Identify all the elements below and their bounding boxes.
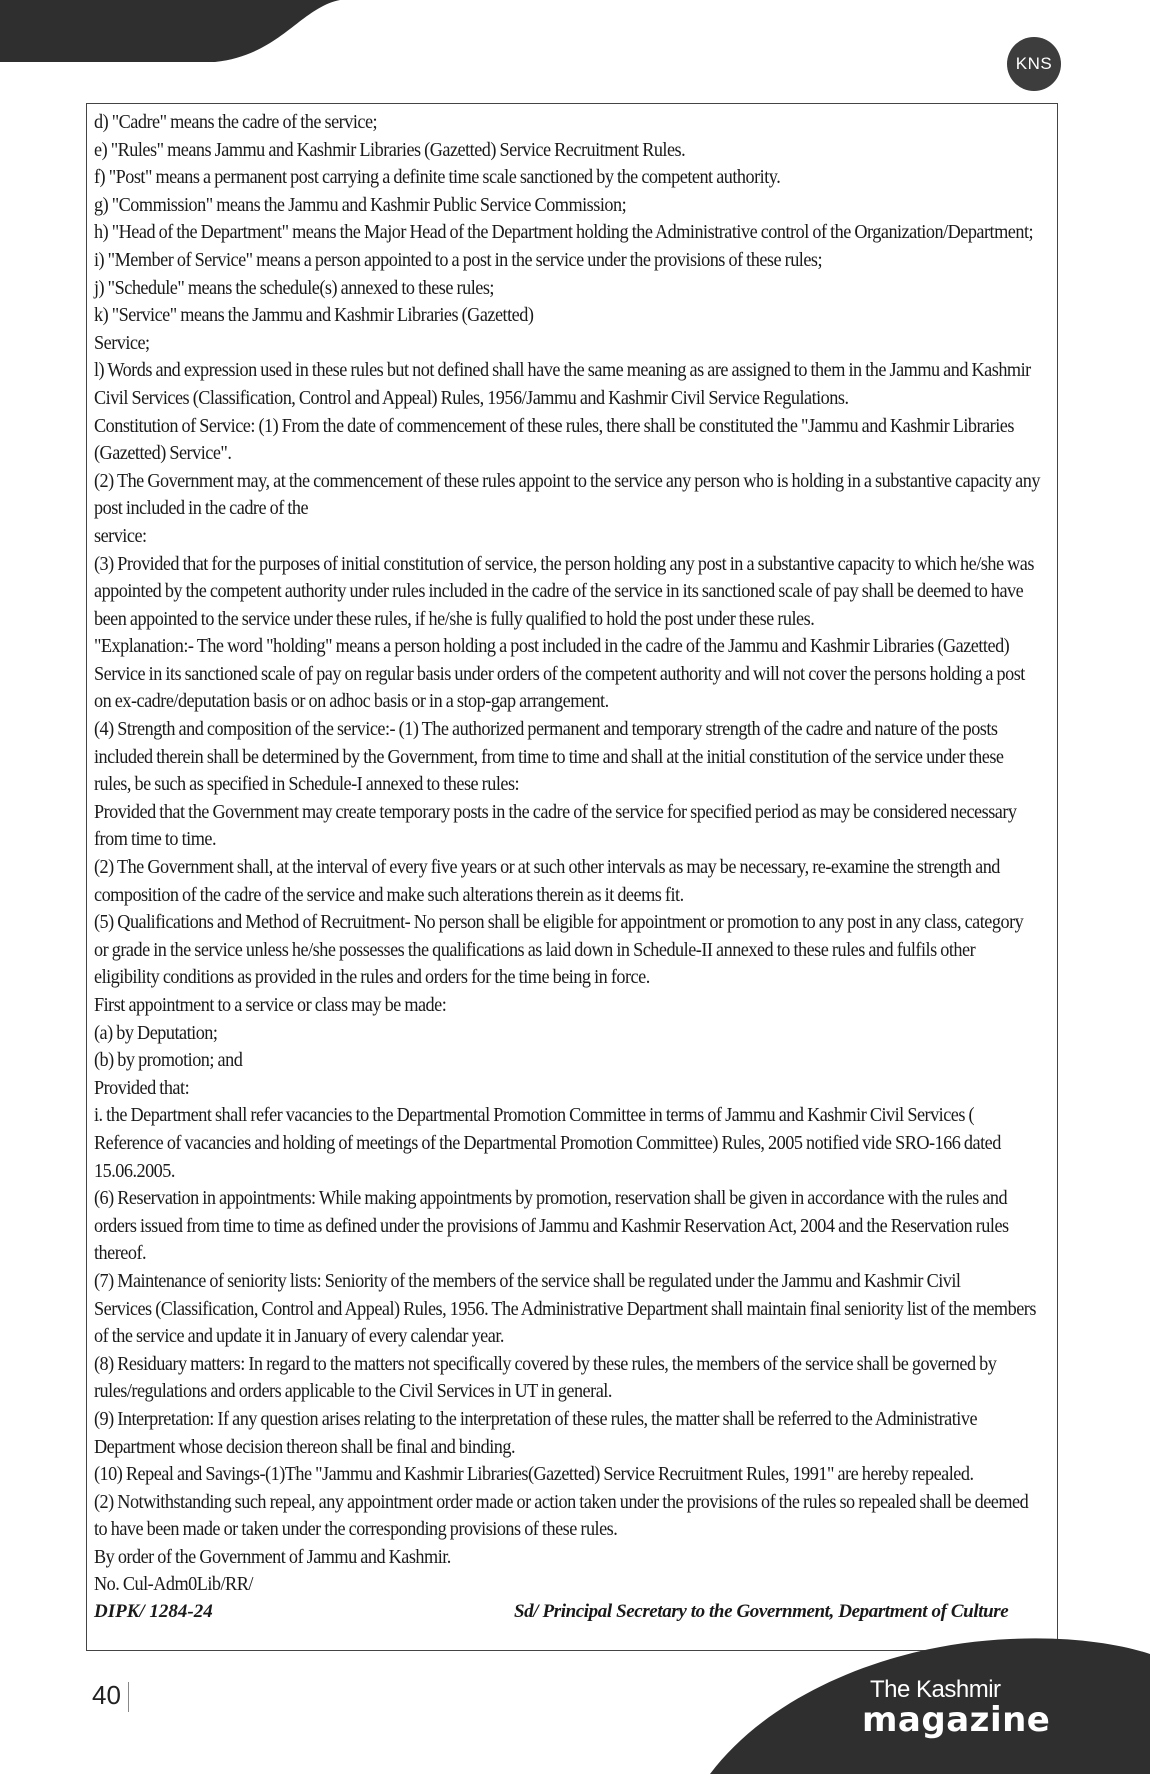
body-line: appointed by the competent authority under rules included in the cadre of the service in its sanctioned scale of pay shall be deemed to have — [94, 581, 1024, 603]
signatory: Sd/ Principal Secretary to the Government, Department of Culture — [514, 1601, 1009, 1623]
body-line: (a) by Deputation; — [94, 1022, 218, 1044]
body-line: from time to time. — [94, 829, 216, 851]
body-line: First appointment to a service or class may be made: — [94, 995, 447, 1016]
body-line: (2) Notwithstanding such repeal, any appointment order made or action taken under the provisions of the rules so repealed shall be deemed — [94, 1491, 1029, 1513]
document-body — [94, 109, 1054, 1629]
top-corner-decoration — [0, 0, 345, 62]
body-line: (9) Interpretation: If any question arises relating to the interpretation of these rules, the matter shall be referred to the Administrative — [94, 1408, 978, 1430]
body-line: (5) Qualifications and Method of Recruitment- No person shall be eligible for appointment or promotion to any post in any class, category — [94, 912, 1024, 934]
body-line: (6) Reservation in appointments: While making appointments by promotion, reservation shall be given in accordance with the rules and — [94, 1188, 1008, 1210]
body-line: d) "Cadre" means the cadre of the service; — [94, 112, 378, 133]
kns-badge: KNS — [1007, 37, 1061, 91]
body-line: j) "Schedule" means the schedule(s) annexed to these rules; — [94, 277, 494, 299]
reference-number: DIPK/ 1284-24 — [94, 1601, 213, 1623]
body-line: orders issued from time to time as defined under the provisions of Jammu and Kashmir Reservation Act, 2004 and the Reservation rules — [94, 1215, 1009, 1237]
body-line: h) "Head of the Department" means the Major Head of the Department holding the Administrative control of the Organization/Department; — [94, 222, 1034, 244]
body-line: e) "Rules" means Jammu and Kashmir Libraries (Gazetted) Service Recruitment Rules. — [94, 139, 686, 161]
body-line: g) "Commission" means the Jammu and Kashmir Public Service Commission; — [94, 194, 627, 216]
body-line: f) "Post" means a permanent post carrying a definite time scale sanctioned by the competent authority. — [94, 167, 781, 189]
body-line: Civil Services (Classification, Control and Appeal) Rules, 1956/Jammu and Kashmir Civil Service Regulations. — [94, 387, 849, 409]
body-line: (3) Provided that for the purposes of initial constitution of service, the person holding any post in a substantive capacity to which he/she was — [94, 553, 1034, 575]
body-line: on ex-cadre/deputation basis or on adhoc basis or in a stop-gap arrangement. — [94, 691, 609, 713]
body-line: (8) Residuary matters: In regard to the matters not specifically covered by these rules, the members of the service shall be governed by — [94, 1353, 997, 1375]
body-line: Reference of vacancies and holding of meetings of the Departmental Promotion Committee) Rules, 2005 notified vide SRO-166 dated — [94, 1132, 1001, 1154]
body-line: By order of the Government of Jammu and Kashmir. — [94, 1546, 451, 1568]
body-line: Provided that: — [94, 1077, 190, 1099]
body-line: included therein shall be determined by the Government, from time to time and shall at the initial constitution of the service under these — [94, 746, 1004, 768]
body-line: (7) Maintenance of seniority lists: Seniority of the members of the service shall be regulated under the Jammu and Kashmir Civil — [94, 1270, 961, 1292]
body-line: k) "Service" means the Jammu and Kashmir Libraries (Gazetted) — [94, 305, 534, 327]
body-line: post included in the cadre of the — [94, 498, 309, 520]
body-line: Constitution of Service: (1) From the date of commencement of these rules, there shall be constituted the "Jammu and Kashmir Libraries — [94, 415, 1014, 437]
body-line: (2) The Government may, at the commencement of these rules appoint to the service any person who is holding in a substantive capacity any — [94, 470, 1040, 492]
body-line: of the service and update it in January of every calendar year. — [94, 1326, 504, 1348]
body-line: composition of the cadre of the service and make such alterations therein as it deems fit. — [94, 884, 684, 906]
body-line: i. the Department shall refer vacancies to the Departmental Promotion Committee in terms of Jammu and Kashmir Civil Services ( — [94, 1105, 975, 1127]
body-line: rules, be such as specified in Schedule-I annexed to these rules: — [94, 774, 520, 796]
page-number: 40 — [92, 1680, 121, 1710]
body-line: (2) The Government shall, at the interval of every five years or at such other intervals as may be necessary, re-examine the strength and — [94, 857, 1000, 879]
body-line: (10) Repeal and Savings-(1)The "Jammu and Kashmir Libraries(Gazetted) Service Recruitment Rules, 1991" are hereby repealed. — [94, 1464, 974, 1486]
body-line: service: — [94, 525, 147, 547]
body-line: thereof. — [94, 1243, 147, 1265]
brand-name-bottom: magazine — [862, 1700, 1051, 1740]
body-line: "Explanation:- The word "holding" means a person holding a post included in the cadre of the Jammu and Kashmir Libraries (Gazetted) — [94, 636, 1010, 658]
body-line: been appointed to the service under these rules, if he/she is fully qualified to hold the post under these rules. — [94, 608, 815, 630]
brand-name-top: The Kashmir — [870, 1676, 1001, 1703]
body-line: Department whose decision thereon shall be final and binding. — [94, 1436, 516, 1458]
body-line: Services (Classification, Control and Appeal) Rules, 1956. The Administrative Department shall maintain final seniority list of the members — [94, 1298, 1036, 1320]
body-line: Provided that the Government may create temporary posts in the cadre of the service for specified period as may be considered necessary — [94, 801, 1017, 823]
body-line: i) "Member of Service" means a person appointed to a post in the service under the provisions of these rules; — [94, 249, 823, 271]
body-line: Service in its sanctioned scale of pay on regular basis under orders of the competent authority and will not cover the persons holding a post — [94, 663, 1025, 685]
body-line: 15.06.2005. — [94, 1160, 175, 1182]
body-line: (4) Strength and composition of the service:- (1) The authorized permanent and temporary strength of the cadre and nature of the posts — [94, 719, 998, 741]
body-line: eligibility conditions as provided in the rules and orders for the time being in force. — [94, 967, 650, 989]
body-line: No. Cul-Adm0Lib/RR/ — [94, 1574, 253, 1596]
body-line: or grade in the service unless he/she possesses the qualifications as laid down in Schedule-II annexed to these rules and fulfils other — [94, 939, 976, 961]
body-line: Service; — [94, 332, 150, 354]
body-line: (Gazetted) Service". — [94, 443, 232, 465]
page-number-divider — [128, 1682, 129, 1712]
body-text — [94, 109, 1054, 1599]
body-line: (b) by promotion; and — [94, 1050, 243, 1072]
body-line: rules/regulations and orders applicable to the Civil Services in UT in general. — [94, 1381, 612, 1403]
body-line: to have been made or taken under the corresponding provisions of these rules. — [94, 1519, 618, 1541]
body-line: l) Words and expression used in these rules but not defined shall have the same meaning as are assigned to them in the Jammu and Kashmir — [94, 360, 1031, 382]
